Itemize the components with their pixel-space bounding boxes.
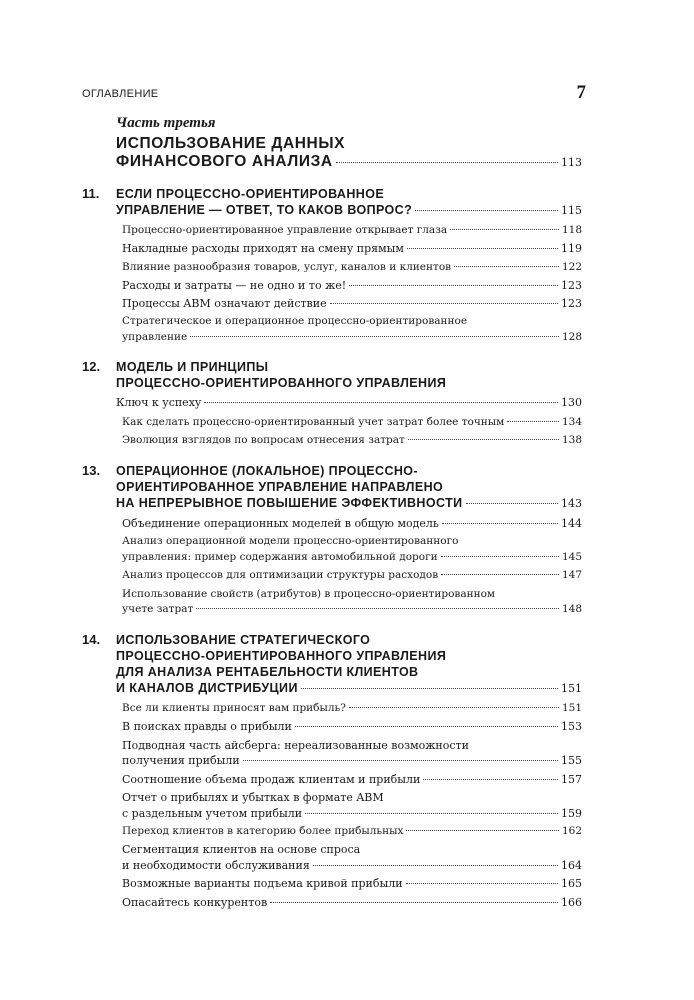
toc-entry-last-line [122, 858, 582, 874]
chapter-title-line2: УПРАВЛЕНИЕ — ОТВЕТ, ТО КАКОВ ВОПРОС? [116, 203, 413, 217]
toc-entry [122, 568, 582, 584]
leader-dots [407, 248, 558, 249]
toc-entry-title: Все ли клиенты приносят вам прибыль? [122, 702, 346, 714]
toc-entry [116, 395, 582, 411]
leader-dots [196, 608, 559, 609]
section-list [122, 516, 582, 618]
toc-entry-title: Опасайтесь конкурентов [122, 895, 268, 909]
toc-entry-title: Эволюция взглядов по вопросам отнесения затрат [122, 434, 405, 447]
leader-dots [406, 883, 558, 884]
toc-entry-page: 144 [561, 517, 582, 530]
leader-dots [243, 760, 558, 761]
toc-entry-page: 151 [561, 702, 582, 714]
toc-entry-page: 164 [561, 859, 582, 873]
leader-dots [301, 688, 558, 689]
toc-entry-title-line1: Стратегическое и операционное процессно-ориентированное [122, 315, 468, 328]
toc-entry-page: 147 [561, 569, 582, 582]
leader-dots [190, 336, 559, 337]
chapter-title-line1: ОПЕРАЦИОННОЕ (ЛОКАЛЬНОЕ) ПРОЦЕССНО- [116, 464, 418, 478]
section-list [122, 415, 582, 449]
toc-entry-title: Процессно-ориентированное управление открывает глаза [122, 224, 448, 236]
chapter-title-line1: ИСПОЛЬЗОВАНИЕ СТРАТЕГИЧЕСКОГО [116, 633, 371, 647]
toc-entry [122, 701, 582, 717]
leader-dots [507, 421, 559, 422]
chapter-number: 11. [82, 186, 100, 201]
toc-entry-title: Возможные варианты подъема кривой прибыли [122, 877, 403, 891]
toc-entry-page: 122 [561, 260, 582, 273]
toc-entry-last-line [122, 806, 582, 822]
toc-entry [122, 824, 582, 840]
toc-entry-title: Соотношение объема продаж клиентам и прибыли [122, 772, 421, 786]
part-title [116, 135, 582, 172]
toc-entry-page: 119 [561, 242, 582, 256]
toc-entry-page: 162 [561, 825, 582, 838]
toc-entry [122, 433, 582, 449]
toc-entry-page: 130 [561, 396, 582, 409]
chapter-title-line1: ЕСЛИ ПРОЦЕССНО-ОРИЕНТИРОВАННОЕ [116, 187, 385, 201]
section-list [116, 395, 582, 411]
part-label: Часть третья [116, 115, 216, 131]
toc-entry-title-line2: с раздельным учетом прибыли [122, 806, 303, 820]
toc-entry-title-line2: и необходимости обслуживания [122, 859, 310, 873]
leader-dots [406, 830, 559, 831]
toc-entry-page: 155 [561, 754, 582, 768]
toc-entry-page: 166 [561, 895, 582, 909]
toc-entry-title-line2: управления: пример содержания автомобильной дороги [122, 551, 438, 564]
chapter-title-line3: ДЛЯ АНАЛИЗА РЕНТАБЕЛЬНОСТИ КЛИЕНТОВ [116, 665, 419, 679]
part-title-line1: ИСПОЛЬЗОВАНИЕ ДАННЫХ [116, 135, 346, 152]
toc-entry-title-line1: Сегментация клиентов на основе спроса [122, 843, 361, 857]
leader-dots [408, 439, 559, 440]
toc-entry-title: Расходы и затраты — не одно и то же! [122, 278, 347, 292]
chapter-title-line2: ПРОЦЕССНО-ОРИЕНТИРОВАННОГО УПРАВЛЕНИЯ [116, 376, 447, 390]
toc-entry-title-line2: управление [122, 331, 188, 344]
chapter-title-line2: ПРОЦЕССНО-ОРИЕНТИРОВАННОГО УПРАВЛЕНИЯ [116, 649, 447, 663]
leader-dots [330, 303, 558, 304]
chapter-number: 12. [82, 359, 101, 374]
chapter-12 [82, 359, 582, 451]
leader-dots [336, 162, 558, 163]
leader-dots [295, 726, 558, 727]
chapter-page: 143 [561, 497, 582, 510]
leader-dots [450, 229, 559, 230]
part-title-line2-row [116, 153, 582, 172]
chapter-number: 14. [82, 632, 101, 647]
leader-dots [454, 266, 559, 267]
chapter-title-last-line [116, 680, 582, 697]
toc-entry-last-line [122, 550, 582, 566]
chapter-title-last-line [116, 202, 582, 219]
toc-entry [122, 278, 582, 294]
toc-entry-page: 157 [561, 772, 582, 786]
chapter-title-line4: И КАНАЛОВ ДИСТРИБУЦИИ [116, 681, 298, 695]
toc-entry-title: Накладные расходы приходят на смену прямым [122, 242, 404, 256]
toc-entry-title: Влияние разнообразия товаров, услуг, каналов и клиентов [122, 260, 452, 273]
chapter-page: 151 [561, 682, 582, 695]
toc-entry-last-line [122, 602, 582, 618]
toc-entry [122, 738, 582, 770]
toc-entry-page: 159 [561, 806, 582, 820]
chapter-title [116, 632, 582, 697]
toc-entry-last-line [122, 330, 582, 346]
toc-entry-title-line2: получения прибыли [122, 754, 240, 768]
toc-entry-title: В поисках правды о прибыли [122, 720, 292, 734]
section-list [122, 223, 582, 346]
chapter-title-line3: НА НЕПРЕРЫВНОЕ ПОВЫШЕНИЕ ЭФФЕКТИВНОСТИ [116, 496, 463, 510]
toc-entry-page: 153 [561, 720, 582, 734]
toc-entry-page: 128 [561, 331, 582, 344]
toc-entry-title: Анализ процессов для оптимизации структуры расходов [122, 569, 439, 582]
toc-entry-title-line2: учете затрат [122, 603, 194, 616]
leader-dots [313, 865, 558, 866]
leader-dots [415, 210, 558, 211]
toc-entry-title: Переход клиентов в категорию более прибыльных [122, 825, 404, 838]
toc-entry [122, 842, 582, 874]
toc-entry-page: 138 [561, 434, 582, 447]
chapter-number: 13. [82, 463, 101, 478]
toc-entry-page: 123 [561, 278, 582, 292]
toc-entry-title-line1: Отчет о прибылях и убытках в формате ABM [122, 790, 384, 804]
toc-entry [122, 876, 582, 892]
toc-entry-page: 148 [561, 603, 582, 616]
leader-dots [466, 503, 558, 504]
toc-entry [122, 772, 582, 788]
part-heading [116, 114, 582, 172]
chapter-title [116, 359, 582, 391]
toc-entry-page: 165 [561, 877, 582, 891]
chapter-title-line2: ОРИЕНТИРОВАННОЕ УПРАВЛЕНИЕ НАПРАВЛЕНО [116, 480, 444, 494]
leader-dots [441, 574, 559, 575]
running-head: ОГЛАВЛЕНИЕ [82, 88, 159, 100]
chapter-14 [82, 632, 582, 913]
leader-dots [442, 523, 558, 524]
toc-entry-page: 123 [561, 297, 582, 311]
toc-entry-page: 118 [561, 224, 582, 236]
leader-dots [270, 902, 558, 903]
chapter-title-line1: МОДЕЛЬ И ПРИНЦИПЫ [116, 360, 269, 374]
toc-entry [122, 895, 582, 911]
toc-entry [122, 241, 582, 257]
toc-entry [122, 223, 582, 239]
chapter-title-last-line [116, 495, 582, 512]
toc-entry-title: Ключ к успеху [116, 396, 202, 409]
toc-entry [122, 790, 582, 822]
part-title-line2: ФИНАНСОВОГО АНАЛИЗА [116, 153, 333, 170]
toc-entry-page: 145 [561, 551, 582, 564]
chapter-page: 115 [561, 204, 582, 217]
chapter-title [116, 186, 582, 219]
chapter-11 [82, 186, 582, 349]
toc-entry-title-line1: Использование свойств (атрибутов) в процессно-ориентированном [122, 587, 496, 600]
chapter-title [116, 463, 582, 512]
toc-entry-title-line1: Анализ операционной модели процессно-ориентированного [122, 535, 459, 548]
chapter-13 [82, 463, 582, 621]
toc-entry-title: Как сделать процессно-ориентированный учет затрат более точным [122, 415, 505, 428]
leader-dots [349, 285, 558, 286]
toc-entry-page: 134 [561, 415, 582, 428]
leader-dots [349, 707, 559, 708]
leader-dots [423, 779, 558, 780]
toc-entry [122, 260, 582, 276]
leader-dots [204, 402, 558, 403]
toc-entry [122, 314, 582, 346]
toc-entry [122, 587, 582, 619]
toc-entry-last-line [122, 753, 582, 769]
page-number: 7 [576, 82, 586, 103]
toc-entry [122, 719, 582, 735]
toc-entry [122, 534, 582, 566]
toc-entry [122, 516, 582, 532]
part-page: 113 [561, 156, 582, 169]
toc-entry-title: Объединение операционных моделей в общую модель [122, 517, 439, 530]
leader-dots [441, 556, 559, 557]
toc-entry-title: Процессы ABM означают действие [122, 297, 327, 311]
toc-entry [122, 296, 582, 312]
toc-entry-title-line1: Подводная часть айсберга: нереализованные возможности [122, 738, 469, 752]
section-list [122, 701, 582, 911]
toc-entry [122, 415, 582, 431]
leader-dots [305, 813, 558, 814]
